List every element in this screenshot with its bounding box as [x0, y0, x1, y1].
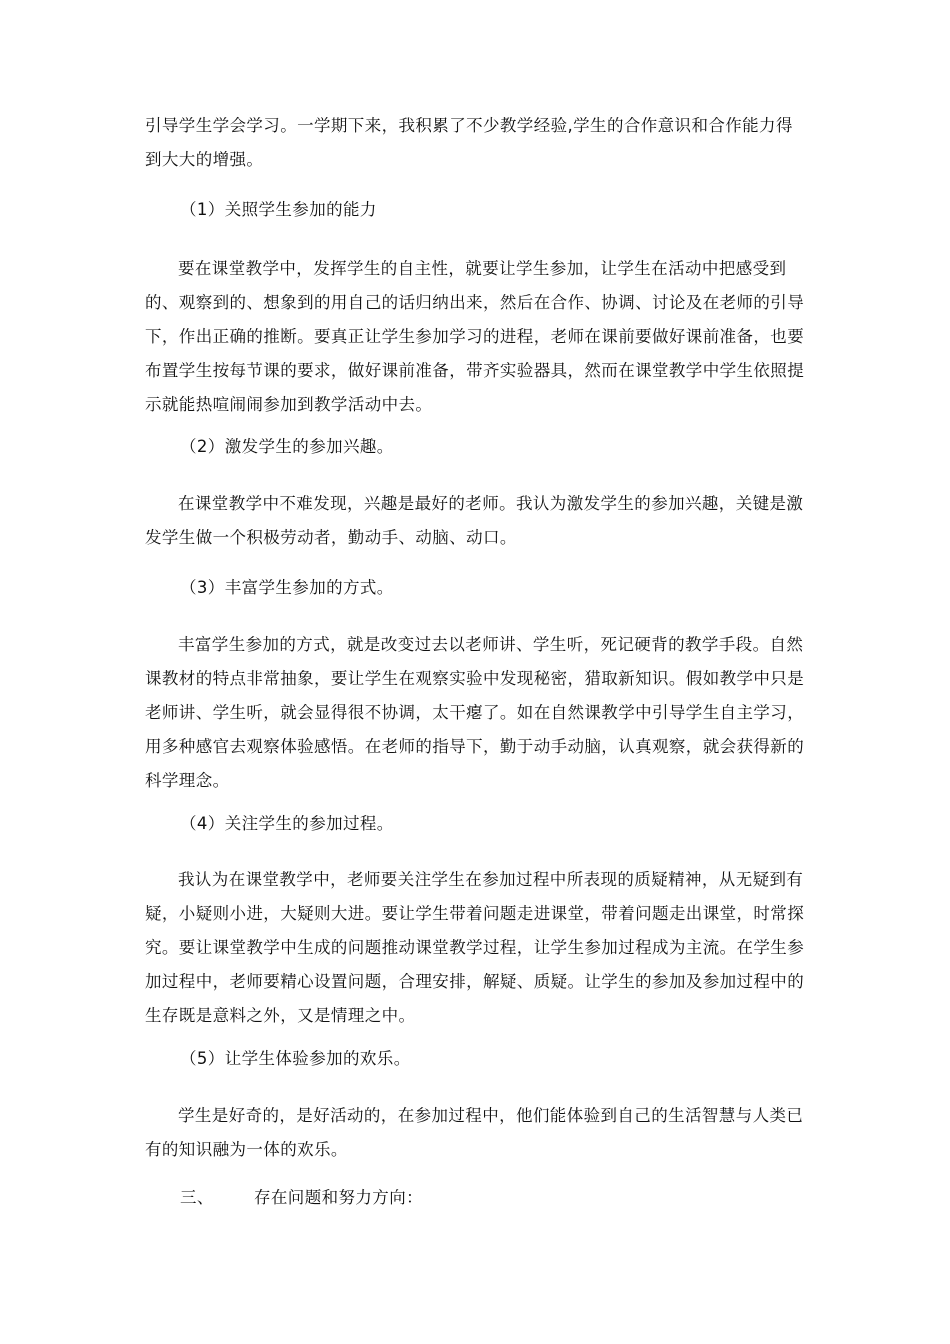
- heading-3: （3）丰富学生参加的方式。: [180, 578, 394, 597]
- heading-4: （4）关注学生的参加过程。: [180, 814, 394, 833]
- heading-1: （1）关照学生参加的能力: [180, 200, 377, 219]
- paragraph-1: 要在课堂教学中，发挥学生的自主性，就要让学生参加，让学生在活动中把感受到的、观察到的、想象到的用自己的话归纳出来，然后在合作、协调、讨论及在老师的引导下，作出正确的推断。要真正让学生参加学习的进程，老师在课前要做好课前准备，也要布置学生按每节课的要求，做好课前准备，带齐实验器具，然而在课堂教学中学生依照提示就能热喧闹闹参加到教学活动中去。: [145, 259, 805, 414]
- paragraph-2: 在课堂教学中不难发现，兴趣是最好的老师。我认为激发学生的参加兴趣，关键是激发学生做一个积极劳动者，勤动手、动脑、动口。: [145, 494, 804, 547]
- paragraph-5: 学生是好奇的，是好活动的，在参加过程中，他们能体验到自己的生活智慧与人类已有的知识融为一体的欢乐。: [145, 1106, 804, 1159]
- section-number: 三、: [180, 1188, 214, 1207]
- intro-paragraph: 引导学生学会学习。一学期下来，我积累了不少教学经验,学生的合作意识和合作能力得到大大的增强。: [145, 116, 793, 169]
- section-heading: [180, 1186, 423, 1210]
- heading-5: （5）让学生体验参加的欢乐。: [180, 1049, 411, 1068]
- paragraph-4: 我认为在课堂教学中，老师要关注学生在参加过程中所表现的质疑精神，从无疑到有疑，小疑则小进，大疑则大进。要让学生带着问题走进课堂，带着问题走出课堂，时常探究。要让课堂教学中生成的问题推动课堂教学过程，让学生参加过程成为主流。在学生参加过程中，老师要精心设置问题，合理安排，解疑、质疑。让学生的参加及参加过程中的生存既是意料之外，又是情理之中。: [145, 870, 805, 1025]
- heading-2: （2）激发学生的参加兴趣。: [180, 437, 394, 456]
- section-title: 存在问题和努力方向：: [254, 1188, 423, 1207]
- paragraph-3: 丰富学生参加的方式，就是改变过去以老师讲、学生听，死记硬背的教学手段。自然课教材的特点非常抽象，要让学生在观察实验中发现秘密，猎取新知识。假如教学中只是老师讲、学生听，就会显得很不协调，太干瘪了。如在自然课教学中引导学生自主学习，用多种感官去观察体验感悟。在老师的指导下，勤于动手动脑，认真观察，就会获得新的科学理念。: [145, 635, 805, 790]
